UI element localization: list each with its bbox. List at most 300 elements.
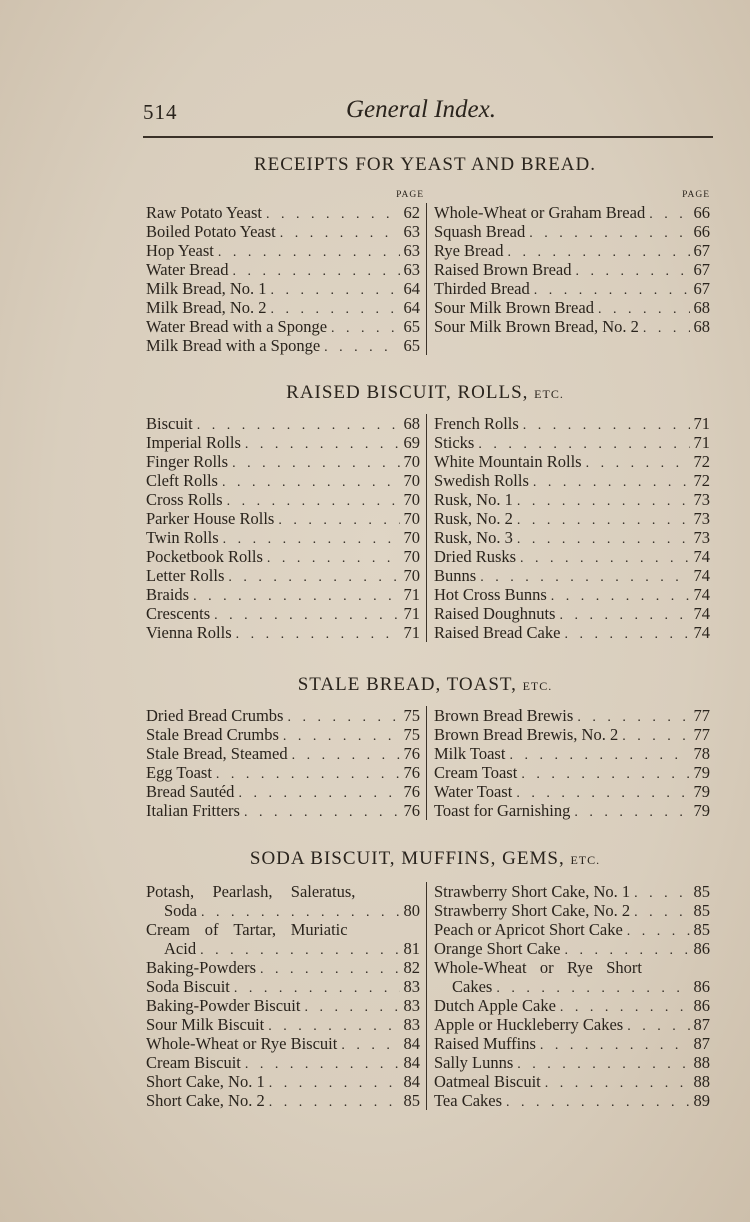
index-entry-page: 71 [693,433,710,452]
index-entry-title [146,920,348,940]
index-entry [146,958,420,977]
index-entry-title: Hot Cross Bunns [434,585,547,604]
index-entry-title: Bunns [434,566,477,585]
index-entry [146,763,420,782]
index-entry-page: 77 [693,725,710,744]
index-entry-page: 71 [403,585,420,604]
index-column-right [427,203,714,355]
index-entry [146,585,420,604]
index-entry-page: 70 [403,452,420,471]
index-entry [434,623,710,642]
dot-leader [555,608,690,624]
dot-leader [337,1038,400,1054]
index-entry-title: Letter Rolls [146,566,225,585]
index-entry-page: 69 [403,433,420,452]
dot-leader [536,1038,690,1054]
dot-leader [502,1095,690,1111]
index-entry-page: 85 [693,882,710,901]
index-entry [434,782,710,801]
index-entry-title: Parker House Rolls [146,509,275,528]
index-entry [434,279,710,298]
section-title-text: RECEIPTS FOR YEAST AND BREAD. [253,154,597,175]
index-entry [434,920,710,939]
dot-leader [492,981,690,997]
index-entry [434,763,710,782]
index-entry-page: 74 [693,547,710,566]
index-entry-title: Sour Milk Brown Bread, No. 2 [434,317,639,336]
index-entry-title: Cross Rolls [146,490,223,509]
index-entry-title: Whole-Wheat or Rye Biscuit [146,1034,338,1053]
index-entry [434,203,710,222]
index-column-right [427,414,714,642]
dot-leader [267,283,400,299]
index-entry-page: 67 [693,279,710,298]
index-entry-page: 89 [693,1091,710,1110]
index-entry [146,528,420,547]
section-stale-bread [140,706,710,820]
index-entry-title: Short Cake, No. 2 [146,1091,265,1110]
index-columns [140,414,710,642]
index-entry-page: 84 [403,1034,420,1053]
index-entry [146,336,420,355]
index-entry-title: Tea Cakes [434,1091,503,1110]
index-entry-page: 71 [403,604,420,623]
index-entry-title: Water Toast [434,782,513,801]
index-entry-title: Cleft Rolls [146,471,218,490]
section-soda-biscuit [140,882,710,1110]
index-entry [146,414,420,433]
index-entry [434,222,710,241]
index-entry [434,414,710,433]
index-entry-page: 84 [403,1053,420,1072]
index-entry [146,241,420,260]
dot-leader [519,418,690,434]
index-entry-page: 68 [693,298,710,317]
index-entry [146,298,420,317]
index-entry-title: Peach or Apricot Short Cake [434,920,623,939]
index-entry [434,471,710,490]
index-column-right [427,706,714,820]
dot-leader [283,710,400,726]
dot-leader [189,589,400,605]
index-entry-page: 63 [403,222,420,241]
index-entry-word: Cream [146,920,190,939]
index-entry-page: 65 [403,317,420,336]
dot-leader [197,905,400,921]
index-entry-page: 86 [693,996,710,1015]
dot-leader [320,340,400,356]
dot-leader [223,494,400,510]
dot-leader [228,456,400,472]
index-entry-page: 84 [403,1072,420,1091]
index-entry-page: 64 [403,298,420,317]
index-entry-title: Twin Rolls [146,528,219,547]
dot-leader [645,207,690,223]
index-entry [146,279,420,298]
index-entry [434,604,710,623]
index-entry-word: Tartar, [233,920,276,939]
index-entry-page: 85 [403,1091,420,1110]
index-entry-page: 63 [403,241,420,260]
dot-leader [530,283,690,299]
index-entry-title: Strawberry Short Cake, No. 2 [434,901,631,920]
index-entry [146,566,420,585]
dot-leader [505,748,690,764]
index-entry [146,317,420,336]
dot-leader [623,924,690,940]
index-entry [434,528,710,547]
dot-leader [241,437,400,453]
index-column-left [140,203,427,355]
index-entry-page: 74 [693,623,710,642]
dot-leader [210,608,400,624]
index-entry-title: Swedish Rolls [434,471,529,490]
index-entry-title: Brown Bread Brewis, No. 2 [434,725,619,744]
dot-leader [594,302,690,318]
index-entry-title: Cream Biscuit [146,1053,241,1072]
section-title-soda-biscuit [140,848,710,870]
index-entry [434,977,710,996]
index-entry-page: 78 [693,744,710,763]
dot-leader [513,494,690,510]
index-entry-title: Hop Yeast [146,241,214,260]
dot-leader [525,226,690,242]
index-entry [146,901,420,920]
index-entry-title: Short Cake, No. 1 [146,1072,265,1091]
index-entry-page: 70 [403,547,420,566]
index-entry-title: Milk Toast [434,744,506,763]
index-entry-title: Sticks [434,433,475,452]
index-entry [434,241,710,260]
index-column-right [427,882,714,1110]
index-entry-page: 80 [403,901,420,920]
page-label-right: PAGE [682,190,710,200]
index-entry-page: 76 [403,744,420,763]
dot-leader [265,1076,400,1092]
index-entry-page: 83 [403,977,420,996]
index-entry [146,920,420,939]
index-entry-page: 70 [403,471,420,490]
index-entry [434,260,710,279]
dot-leader [327,321,400,337]
section-title-etc: ETC. [570,853,601,867]
dot-leader [570,805,690,821]
index-entry-page: 64 [403,279,420,298]
index-entry [146,452,420,471]
index-entry-title: Egg Toast [146,763,212,782]
index-entry-page: 70 [403,509,420,528]
dot-leader [582,456,690,472]
index-entry-page: 76 [403,782,420,801]
index-entry [434,1053,710,1072]
index-entry [434,433,710,452]
index-entry [146,471,420,490]
dot-leader [541,1076,690,1092]
index-entry-page: 72 [693,471,710,490]
index-entry [434,996,710,1015]
index-entry-page: 71 [403,623,420,642]
dot-leader [529,475,690,491]
dot-leader [214,245,400,261]
index-entry-page: 73 [693,490,710,509]
index-entry-page: 82 [403,958,420,977]
index-entry-title: Stale Bread, Steamed [146,744,288,763]
index-entry-title: French Rolls [434,414,519,433]
index-entry [146,744,420,763]
index-entry-word: Rye [566,958,593,977]
dot-leader [265,1095,400,1111]
dot-leader [279,729,400,745]
index-entry [434,706,710,725]
index-entry [146,222,420,241]
index-entry-title: Cakes [452,977,493,996]
index-entry-title: Boiled Potato Yeast [146,222,276,241]
section-title-etc: ETC. [534,387,564,401]
index-entry [146,1091,420,1110]
index-entry [146,260,420,279]
index-entry [434,452,710,471]
index-entry-page: 70 [403,490,420,509]
index-entry-title: Rye Bread [434,241,504,260]
index-entry-title: Baking-Powders [146,958,256,977]
index-entry-page: 68 [693,317,710,336]
index-entry-page: 79 [693,763,710,782]
index-entry-page: 83 [403,1015,420,1034]
index-entry-title: Water Bread with a Sponge [146,317,328,336]
index-entry [146,706,420,725]
index-entry-title [146,882,355,902]
index-entry-word: Short [606,958,642,977]
index-entry-title: Sally Lunns [434,1053,514,1072]
index-entry-title: Raised Muffins [434,1034,536,1053]
section-title-text: STALE BREAD, TOAST, [297,674,517,695]
index-entry-title: Whole-Wheat or Graham Bread [434,203,646,222]
dot-leader [267,302,400,318]
index-entry [146,604,420,623]
section-title-etc: ETC. [522,679,553,693]
index-entry-word: of [204,920,219,939]
index-entry-title: Braids [146,585,190,604]
index-entry-title: Soda Biscuit [146,977,230,996]
index-entry [434,744,710,763]
index-entry-title: Oatmeal Biscuit [434,1072,541,1091]
index-entry-title: Biscuit [146,414,193,433]
index-entry [146,801,420,820]
dot-leader [234,786,400,802]
index-entry [434,547,710,566]
index-entry-page: 86 [693,977,710,996]
index-entry-title: Toast for Garnishing [434,801,571,820]
dot-leader [513,513,690,529]
index-entry [434,801,710,820]
index-entry-page: 74 [693,566,710,585]
index-entry [146,996,420,1015]
index-entry-page: 76 [403,763,420,782]
index-entry-page: 79 [693,782,710,801]
dot-leader [276,226,400,242]
index-entry-title: Stale Bread Crumbs [146,725,279,744]
index-entry-page: 68 [403,414,420,433]
index-entry-title: Rusk, No. 2 [434,509,513,528]
dot-leader [229,264,401,280]
dot-leader [517,767,690,783]
dot-leader [513,532,690,548]
index-entry-page: 88 [693,1053,710,1072]
index-entry-title: Milk Bread with a Sponge [146,336,321,355]
index-entry [146,509,420,528]
index-entry-title: Dried Bread Crumbs [146,706,284,725]
dot-leader [232,627,400,643]
dot-leader [512,786,690,802]
dot-leader [474,437,690,453]
dot-leader [241,1057,400,1073]
index-entry-title: Raised Doughnuts [434,604,556,623]
dot-leader [262,207,400,223]
index-entry-title: Acid [164,939,197,958]
index-entry-word: Saleratus, [290,882,356,901]
index-entry-page: 66 [693,222,710,241]
index-column-left [140,706,427,820]
index-entry [434,490,710,509]
dot-leader [476,570,690,586]
index-entry [434,317,710,336]
dot-leader [300,1000,400,1016]
index-entry-title: Soda [164,901,197,920]
dot-leader [240,805,400,821]
dot-leader [630,886,690,902]
index-entry-page: 74 [693,585,710,604]
index-entry-page: 81 [403,939,420,958]
index-entry [434,882,710,901]
index-entry [434,1015,710,1034]
dot-leader [623,1019,690,1035]
index-entry [146,1015,420,1034]
index-entry-title: Raw Potato Yeast [146,203,262,222]
index-entry-page: 86 [693,939,710,958]
dot-leader [556,1000,690,1016]
index-entry-title: Rusk, No. 1 [434,490,513,509]
index-entry-title: Italian Fritters [146,801,240,820]
index-entry [434,1072,710,1091]
index-entry-title: Bread Sautéd [146,782,235,801]
index-entry-page: 67 [693,241,710,260]
index-entry-page: 65 [403,336,420,355]
index-entry-page: 76 [403,801,420,820]
index-columns [140,706,710,820]
index-entry-title [434,958,642,978]
dot-leader [263,551,400,567]
index-entry [146,977,420,996]
index-entry-title: Rusk, No. 3 [434,528,513,547]
index-entry [434,958,710,977]
index-entry-title: Milk Bread, No. 1 [146,279,267,298]
index-entry-title: Vienna Rolls [146,623,232,642]
index-entry-title: Strawberry Short Cake, No. 1 [434,882,631,901]
index-entry [146,1072,420,1091]
dot-leader [219,532,400,548]
index-entry-page: 87 [693,1015,710,1034]
index-entry-page: 75 [403,725,420,744]
index-entry-title: Finger Rolls [146,452,229,471]
index-entry-title: Apple or Huckleberry Cakes [434,1015,624,1034]
index-entry-title: Squash Bread [434,222,526,241]
index-entry-title: Crescents [146,604,211,623]
section-title-yeast-bread [140,154,710,176]
section-title-text: RAISED BISCUIT, ROLLS, [286,382,529,403]
index-entry-page: 75 [403,706,420,725]
index-entry-page: 85 [693,920,710,939]
index-columns [140,882,710,1110]
index-entry-page: 66 [693,203,710,222]
page-number: 514 [143,100,178,124]
page-label-left: PAGE [396,190,424,200]
index-entry [434,1091,710,1110]
section-raised-biscuit [140,414,710,642]
index-entry-page: 70 [403,566,420,585]
index-entry-word: Potash, [146,882,195,901]
dot-leader [639,321,690,337]
index-entry-page: 72 [693,452,710,471]
index-entry-title: Thirded Bread [434,279,530,298]
index-entry-title: Brown Bread Brewis [434,706,574,725]
index-columns [140,203,710,355]
index-entry-title: Sour Milk Brown Bread [434,298,594,317]
running-title: General Index. [346,96,496,123]
dot-leader [560,943,690,959]
index-entry-title: Milk Bread, No. 2 [146,298,267,317]
index-entry [146,939,420,958]
dot-leader [573,710,690,726]
index-entry-page: 73 [693,509,710,528]
index-column-left [140,882,427,1110]
index-entry-page: 71 [693,414,710,433]
index-entry-title: Pocketbook Rolls [146,547,263,566]
index-entry-page: 83 [403,996,420,1015]
index-entry [146,203,420,222]
dot-leader [224,570,400,586]
dot-leader [513,1057,690,1073]
index-entry-page: 62 [403,203,420,222]
index-entry-title: White Mountain Rolls [434,452,582,471]
index-entry [146,1053,420,1072]
section-yeast-bread [140,190,710,355]
index-column-left [140,414,427,642]
dot-leader [256,962,400,978]
index-entry-title: Water Bread [146,260,229,279]
index-entry-word: or [539,958,554,977]
index-entry-title: Orange Short Cake [434,939,561,958]
dot-leader [503,245,690,261]
index-entry-page: 87 [693,1034,710,1053]
index-entry-title: Dutch Apple Cake [434,996,556,1015]
index-entry [434,1034,710,1053]
dot-leader [264,1019,400,1035]
dot-leader [196,943,400,959]
dot-leader [630,905,690,921]
section-title-raised-biscuit [140,382,710,404]
index-entry [434,298,710,317]
section-title-stale-bread [140,674,710,696]
section-title-text: SODA BISCUIT, MUFFINS, GEMS, [249,848,565,869]
index-entry [146,782,420,801]
index-entry [146,623,420,642]
index-entry-word: Muriatic [290,920,348,939]
index-entry [434,725,710,744]
index-entry [146,1034,420,1053]
index-entry [146,882,420,901]
index-entry-page: 74 [693,604,710,623]
index-entry-title: Raised Bread Cake [434,623,561,642]
